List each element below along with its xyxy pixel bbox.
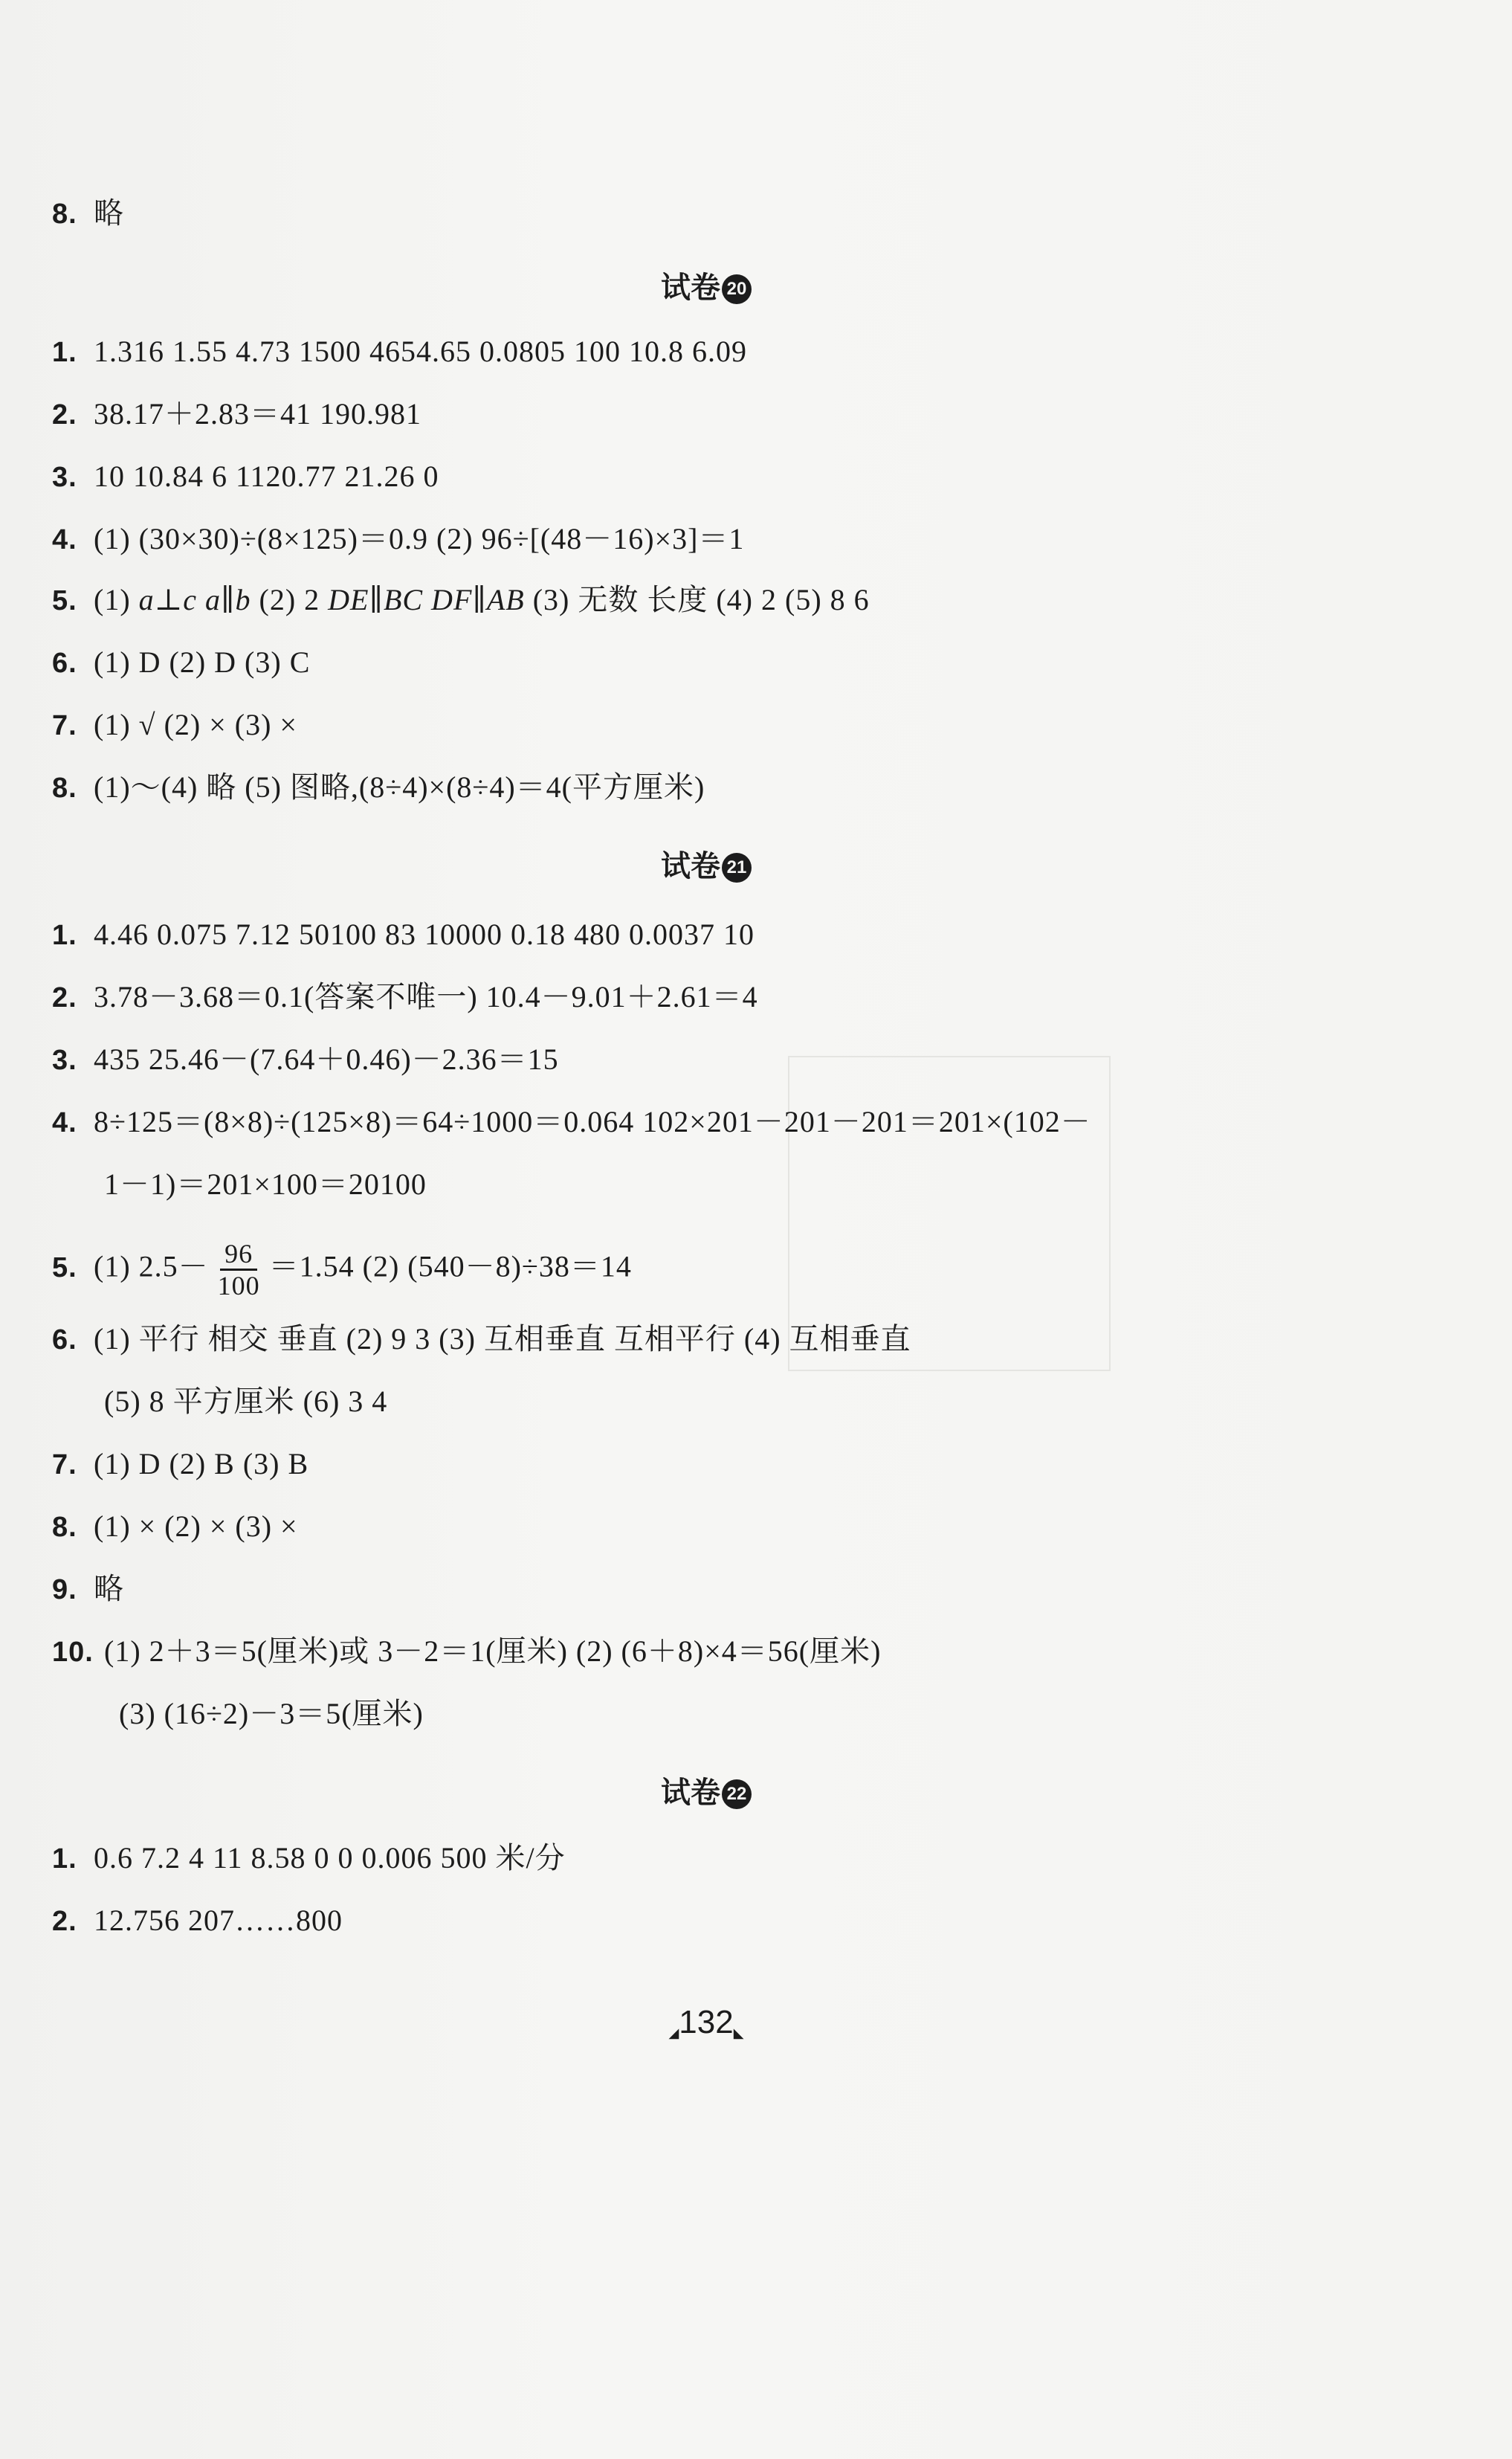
item-text: (1) (30×30)÷(8×125)＝0.9 (2) 96÷[(48－16)×3]＝1 — [94, 522, 745, 555]
list-item-continuation — [104, 1383, 387, 1420]
page-number — [0, 2004, 1412, 2041]
item-text: 0.6 7.2 4 11 8.58 0 0 0.006 500 米/分 — [94, 1841, 566, 1875]
item-text: (1) 2＋3＝5(厘米)或 3－2＝1(厘米) (2) (6＋8)×4＝56(厘米) — [104, 1634, 882, 1668]
section-title: 试卷 — [661, 1776, 720, 1810]
item-number: 7. — [52, 710, 77, 741]
item-number: 7. — [52, 1449, 77, 1480]
list-item — [52, 769, 705, 807]
section-title: 试卷 — [661, 849, 720, 883]
item-text: (1) D (2) D (3) C — [94, 645, 311, 679]
item-text: (3) 无数 长度 (4) 2 (5) 8 6 — [524, 583, 870, 616]
item-number: 1. — [52, 337, 77, 368]
list-item — [52, 333, 747, 371]
section-heading-20 — [0, 269, 1412, 306]
item-number: 8. — [52, 199, 77, 230]
section-badge: 22 — [722, 1779, 752, 1809]
item-number: 9. — [52, 1574, 77, 1605]
page-mark-right: ◣ — [733, 2025, 744, 2040]
fraction-denominator: 100 — [217, 1271, 260, 1301]
list-item — [52, 979, 758, 1016]
list-item — [52, 1508, 298, 1546]
item-text: 略 — [94, 1572, 124, 1605]
list-item — [52, 1103, 1091, 1141]
item-text: 略 — [94, 196, 124, 230]
item-number: 10. — [52, 1637, 94, 1668]
list-item — [52, 1239, 632, 1301]
item-text: (2) 2 — [251, 583, 329, 616]
item-text: (1) — [94, 583, 139, 616]
item-text: 38.17＋2.83＝41 190.981 — [94, 397, 421, 431]
item-text: (1) 平行 相交 垂直 (2) 9 3 (3) 互相垂直 互相平行 (4) 互相垂直 — [94, 1322, 911, 1356]
item-number: 8. — [52, 1512, 77, 1543]
item-text: (1) √ (2) × (3) × — [94, 708, 297, 741]
list-item — [52, 396, 421, 434]
list-item-continuation — [104, 1166, 427, 1203]
fraction-numerator: 96 — [220, 1239, 257, 1271]
item-text: (1)～(4) 略 (5) 图略,(8÷4)×(8÷4)＝4(平方厘米) — [94, 770, 705, 804]
fraction — [213, 1239, 265, 1301]
list-item — [52, 1840, 566, 1878]
item-number: 1. — [52, 920, 77, 951]
list-item — [52, 521, 744, 558]
item-text: 1.316 1.55 4.73 1500 4654.65 0.0805 100 10.8 6.09 — [94, 335, 747, 368]
section-badge: 20 — [722, 274, 752, 304]
item-text: (5) 8 平方厘米 (6) 3 4 — [104, 1385, 388, 1418]
item-number: 2. — [52, 982, 77, 1013]
item-text: 4.46 0.075 7.12 50100 83 10000 0.18 480 0.0037 10 — [94, 918, 755, 951]
list-item — [52, 644, 310, 682]
list-item-continuation — [119, 1695, 424, 1733]
item-number: 5. — [52, 585, 77, 616]
section-heading-21 — [0, 848, 1412, 885]
list-item — [52, 916, 755, 954]
item-number: 3. — [52, 462, 77, 493]
item-text: (1) × (2) × (3) × — [94, 1509, 298, 1543]
item-number: 2. — [52, 399, 77, 431]
item-number: 6. — [52, 1324, 77, 1356]
intro-item — [52, 195, 124, 233]
item-text: ＝1.54 (2) (540－8)÷38＝14 — [268, 1249, 632, 1283]
section-heading-22 — [0, 1774, 1412, 1811]
page-mark-left: ◢ — [668, 2025, 679, 2040]
list-item — [52, 1570, 124, 1608]
list-item — [52, 458, 439, 496]
item-text: (3) (16÷2)－3＝5(厘米) — [119, 1697, 424, 1730]
list-item — [52, 706, 297, 744]
list-item — [52, 1446, 308, 1483]
item-number: 3. — [52, 1045, 77, 1076]
item-text: 1－1)＝201×100＝20100 — [104, 1167, 427, 1201]
section-badge: 21 — [722, 853, 752, 883]
item-number: 8. — [52, 773, 77, 804]
list-item — [52, 1041, 559, 1079]
list-item — [52, 1321, 911, 1359]
item-number: 2. — [52, 1906, 77, 1937]
section-title: 试卷 — [661, 271, 720, 305]
list-item — [52, 1633, 881, 1671]
item-text: (1) 2.5－ — [94, 1249, 209, 1283]
item-text: 3.78－3.68＝0.1(答案不唯一) 10.4－9.01＋2.61＝4 — [94, 980, 758, 1013]
list-item — [52, 581, 870, 619]
item-text-italic: DE∥BC DF∥AB — [328, 583, 525, 616]
item-text: (1) D (2) B (3) B — [94, 1447, 309, 1480]
item-number: 4. — [52, 1107, 77, 1138]
page-number-text: 132 — [679, 2004, 734, 2040]
item-text: 12.756 207……800 — [94, 1904, 343, 1937]
item-text: 10 10.84 6 1120.77 21.26 0 — [94, 460, 439, 493]
item-number: 6. — [52, 648, 77, 679]
item-number: 5. — [52, 1251, 77, 1283]
item-number: 1. — [52, 1843, 77, 1875]
list-item — [52, 1902, 343, 1940]
item-text: 435 25.46－(7.64＋0.46)－2.36＝15 — [94, 1042, 559, 1076]
item-number: 4. — [52, 524, 77, 555]
item-text-italic: a⊥c a∥b — [138, 583, 251, 616]
item-text: 8÷125＝(8×8)÷(125×8)＝64÷1000＝0.064 102×201－201－201＝201×(102－ — [94, 1105, 1091, 1138]
